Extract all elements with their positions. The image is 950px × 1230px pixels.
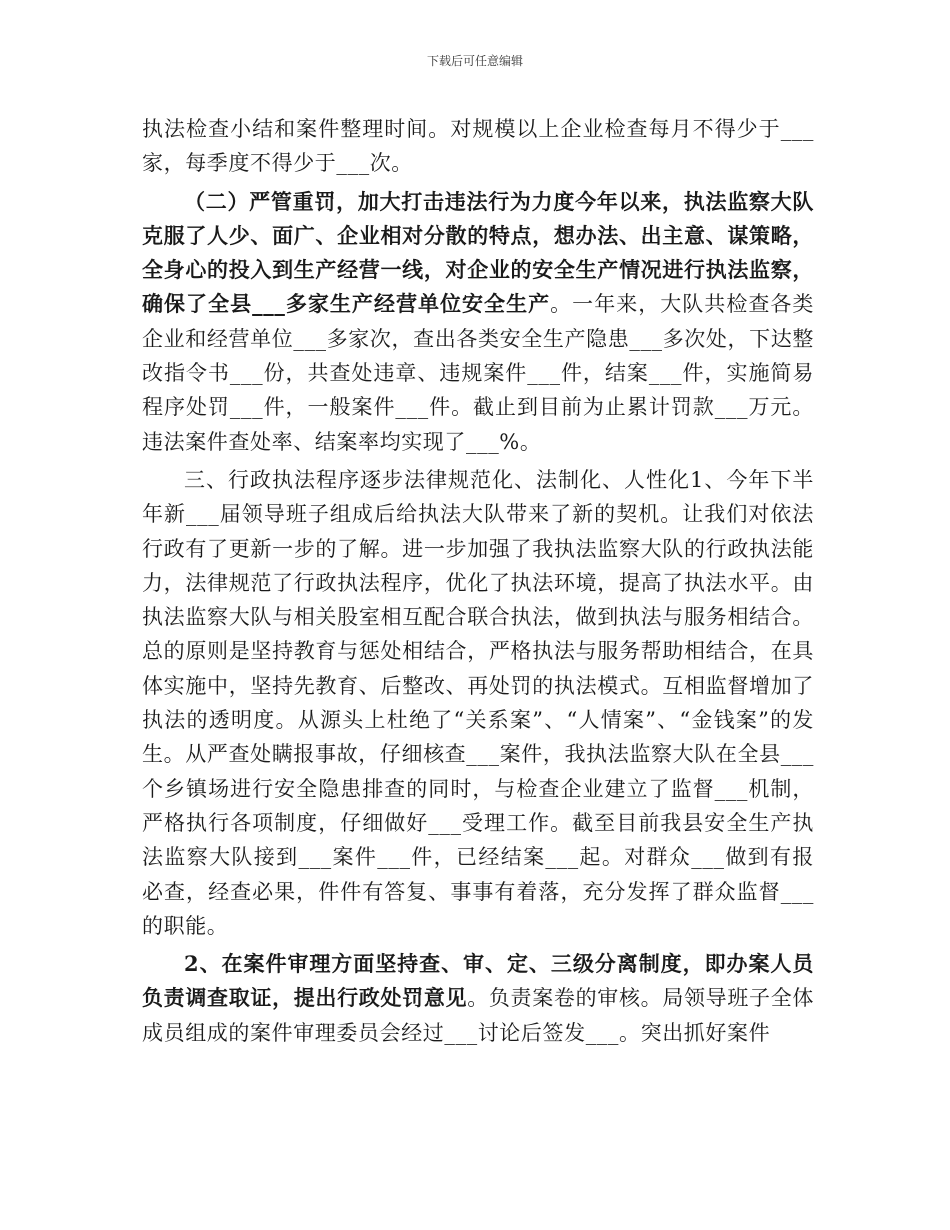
paragraph-2 bbox=[142, 185, 814, 459]
paragraph-4-text: 。负责案卷的审核。局领导班子全体成员组成的案件审理委员会经过___讨论后签发___。突出抓好案件 bbox=[142, 986, 814, 1045]
paragraph-1 bbox=[142, 112, 814, 181]
paragraph-4 bbox=[142, 947, 814, 1050]
paragraph-2-bold: （二）严管重罚，加大打击违法行为力度今年以来，执法监察大队克服了人少、面广、企业相对分散的特点，想办法、出主意、谋策略，全身心的投入到生产经营一线，对企业的安全生产情况进行执法监察，确保了全县___多家生产经营单位安全生产 bbox=[142, 188, 814, 317]
paragraph-3-text: 三、行政执法程序逐步法律规范化、法制化、人性化1、今年下半年新___届领导班子组成后给执法大队带来了新的契机。让我们对依法行政有了更新一步的了解。进一步加强了我执法监察大队的行政执法能力，法律规范了行政执法程序，优化了执法环境，提高了执法水平。由执法监察大队与相关股室相互配合联合执法，做到执法与服务相结合。总的原则是坚持教育与惩处相结合，严格执法与服务帮助相结合，在具体实施中，坚持先教育、后整改、再处罚的执法模式。互相监督增加了执法的透明度。从源头上杜绝了“关系案”、“人情案”、“金钱案”的发生。从严查处瞒报事故，仔细核查___案件，我执法监察大队在全县___个乡镇场进行安全隐患排查的同时，与检查企业建立了监督___机制，严格执行各项制度，仔细做好___受理工作。截至目前我县安全生产执法监察大队接到___案件___件，已经结案___起。对群众___做到有报必查，经查必果，件件有答复、事事有着落，充分发挥了群众监督___的职能。 bbox=[142, 467, 814, 938]
page-header: 下载后可任意编辑 bbox=[426, 54, 523, 68]
paragraph-3 bbox=[142, 463, 814, 943]
document-body bbox=[142, 112, 814, 1054]
paragraph-4-bold: 2、在案件审理方面坚持查、审、定、三级分离制度，即办案人员负责调查取证，提出行政处罚意见 bbox=[142, 951, 814, 1011]
paragraph-2-text: 。一年来，大队共检查各类企业和经营单位___多家次，查出各类安全生产隐患___多次处，下达整改指令书___份，共查处违章、违规案件___件，结案___件，实施简易程序处罚___件，一般案件___件。截止到目前为止累计罚款___万元。违法案件查处率、结案率均实现了___%。 bbox=[142, 292, 815, 454]
paragraph-1-text: 执法检查小结和案件整理时间。对规模以上企业检查每月不得少于___家，每季度不得少于___次。 bbox=[142, 117, 814, 176]
